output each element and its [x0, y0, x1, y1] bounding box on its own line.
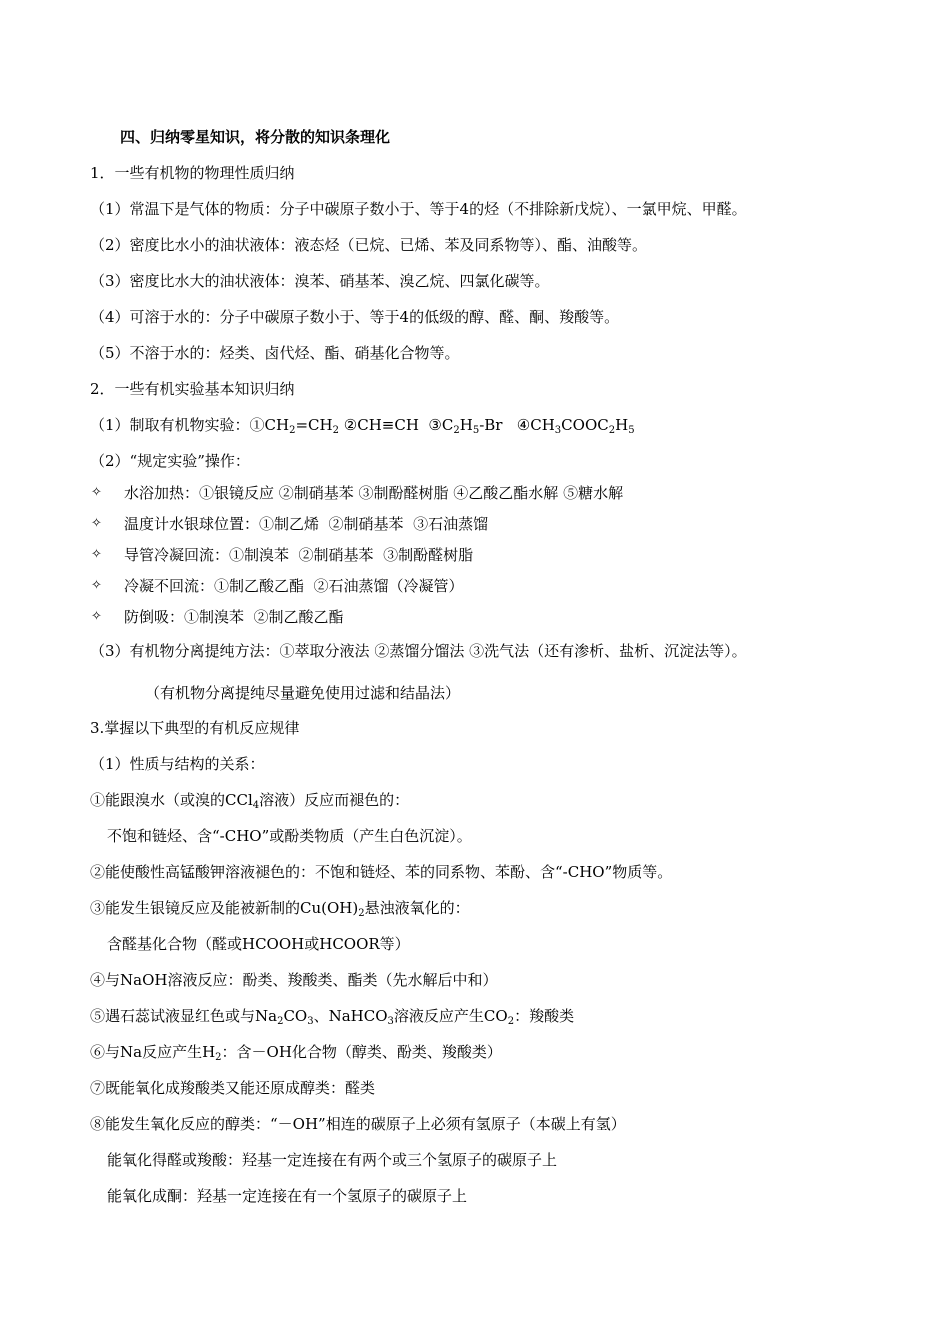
section-title: 四、归纳零星知识，将分散的知识条理化 [120, 128, 391, 146]
diamond-bullet-icon: ✧ [91, 516, 102, 531]
s1-item-4: （4）可溶于水的：分子中碳原子数小于、等于4的低级的醇、醛、酮、羧酸等。 [90, 308, 620, 326]
rule-2: ②能使酸性高锰酸钾溶液褪色的：不饱和链烃、苯的同系物、苯酚、含“-CHO”物质等。 [90, 863, 673, 881]
s2-item-2: （2）“规定实验”操作： [90, 452, 250, 470]
bullet-item-4: 冷凝不回流：①制乙酸乙酯 ②石油蒸馏（冷凝管） [124, 577, 464, 595]
rule-6: ⑥与Na反应产生$H_2$：含－OH化合物（醇类、酚类、羧酸类） [90, 1043, 502, 1063]
rule-8-aldehyde: 能氧化得醛或羧酸：羟基一定连接在有两个或三个氢原子的碳原子上 [107, 1151, 558, 1169]
s1-item-3: （3）密度比水大的油状液体：溴苯、硝基苯、溴乙烷、四氯化碳等。 [90, 272, 550, 290]
rule-5: ⑤遇石蕊试液显红色或与$Na_2CO_3$、NaHCO$_3$溶液反应产生$CO_2$：羧酸类 [90, 1007, 575, 1027]
bullet-item-2: 温度计水银球位置：①制乙烯 ②制硝基苯 ③石油蒸馏 [124, 515, 489, 533]
rule-3-detail: 含醛基化合物（醛或HCOOH或HCOOR等） [107, 935, 410, 953]
rule-3: ③能发生银镜反应及能被新制的$Cu(OH)_2$悬浊液氧化的： [90, 899, 470, 919]
diamond-bullet-icon: ✧ [91, 609, 102, 624]
s2-note: （有机物分离提纯尽量避免使用过滤和结晶法） [145, 684, 461, 702]
bullet-item-3: 导管冷凝回流：①制溴苯 ②制硝基苯 ③制酚醛树脂 [124, 546, 474, 564]
diamond-bullet-icon: ✧ [91, 578, 102, 593]
rule-4: ④与NaOH溶液反应：酚类、羧酸类、酯类（先水解后中和） [90, 971, 498, 989]
s1-heading: 1．一些有机物的物理性质归纳 [90, 164, 295, 182]
s1-item-2: （2）密度比水小的油状液体：液态烃（已烷、已烯、苯及同系物等）、酯、油酸等。 [90, 236, 648, 254]
s3-sub-1: （1）性质与结构的关系： [90, 755, 265, 773]
s2-heading: 2．一些有机实验基本知识归纳 [90, 380, 295, 398]
s1-item-5: （5）不溶于水的：烃类、卤代烃、酯、硝基化合物等。 [90, 344, 460, 362]
bullet-item-1: 水浴加热：①银镜反应 ②制硝基苯 ③制酚醛树脂 ④乙酸乙酯水解 ⑤糖水解 [124, 484, 624, 502]
diamond-bullet-icon: ✧ [91, 547, 102, 562]
bullet-item-5: 防倒吸：①制溴苯 ②制乙酸乙酯 [124, 608, 344, 626]
s2-item-3: （3）有机物分离提纯方法：①萃取分液法 ②蒸馏分馏法 ③洗气法（还有渗析、盐析、沉淀法等）。 [90, 642, 747, 660]
rule-1: ①能跟溴水（或溴的CCl$_4$溶液）反应而褪色的： [90, 791, 410, 811]
s2-item-1: （1）制取有机物实验：$①CH_2=CH_2$ ②CH≡CH $③C_2H_5-Br$ $④CH_3COOC_2H_5$ [90, 416, 635, 436]
diamond-bullet-icon: ✧ [91, 485, 102, 500]
rule-7: ⑦既能氧化成羧酸类又能还原成醇类：醛类 [90, 1079, 376, 1097]
s3-heading: 3.掌握以下典型的有机反应规律 [90, 719, 300, 737]
rule-8-ketone: 能氧化成酮：羟基一定连接在有一个氢原子的碳原子上 [107, 1187, 468, 1205]
rule-1-detail: 不饱和链烃、含“-CHO”或酚类物质（产生白色沉淀）。 [107, 827, 472, 845]
s1-item-1: （1）常温下是气体的物质：分子中碳原子数小于、等于4的烃（不排除新戊烷）、一氯甲烷、甲醛。 [90, 200, 747, 218]
rule-8: ⑧能发生氧化反应的醇类：“－OH”相连的碳原子上必须有氢原子（本碳上有氢） [90, 1115, 626, 1133]
